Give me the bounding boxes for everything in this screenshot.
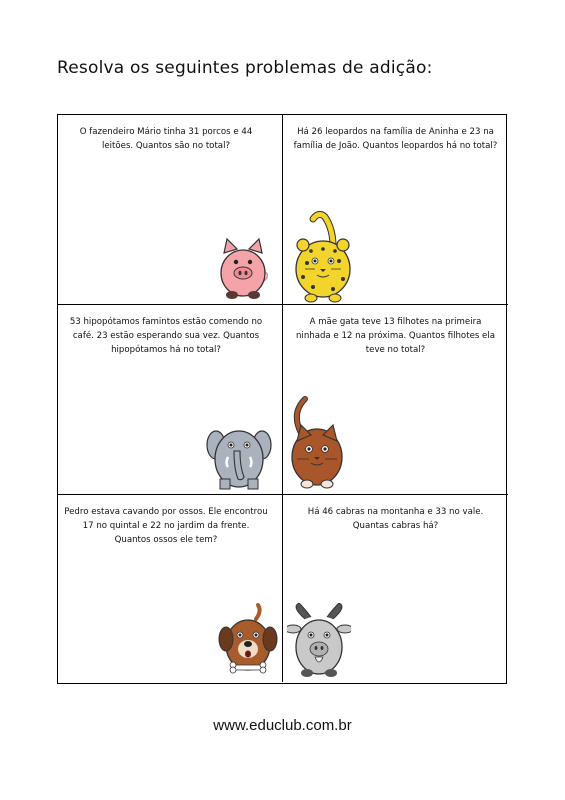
page-title: Resolva os seguintes problemas de adição: [57,58,433,78]
pig-icon [218,231,268,301]
problem-text: A mãe gata teve 13 filhotes na primeira ninhada e 12 na próxima. Quantos filhotes ela teve no total? [295,317,495,355]
problem-cell-3 [58,305,283,495]
problem-text: Pedro estava cavando por ossos. Ele encontrou 17 no quintal e 22 no jardim da frente. Quantos ossos ele tem? [64,507,268,545]
problem-cell-2 [283,115,508,305]
problem-cell-6 [283,495,508,682]
problem-cell-1 [58,115,283,305]
problem-grid [57,114,507,684]
dog-icon [218,603,280,679]
problem-text: 53 hipopótamos famintos estão comendo no café. 23 estão esperando sua vez. Quantos hipopótamos há no total? [69,317,263,355]
problem-cell-4 [283,305,508,495]
cat-icon [289,393,345,489]
leopard-icon [291,203,355,303]
elephant-icon [206,421,272,491]
footer-url: www.educlub.com.br [213,717,352,734]
problem-text: Há 46 cabras na montanha e 33 no vale. Quantas cabras há? [307,507,484,531]
problem-text: O fazendeiro Mário tinha 31 porcos e 44 leitões. Quantos são no total? [79,127,253,151]
problem-cell-5 [58,495,283,682]
goat-icon [287,603,351,679]
problem-text: Há 26 leopardos na família de Aninha e 23 na família de João. Quantos leopardos há no total? [293,127,498,151]
